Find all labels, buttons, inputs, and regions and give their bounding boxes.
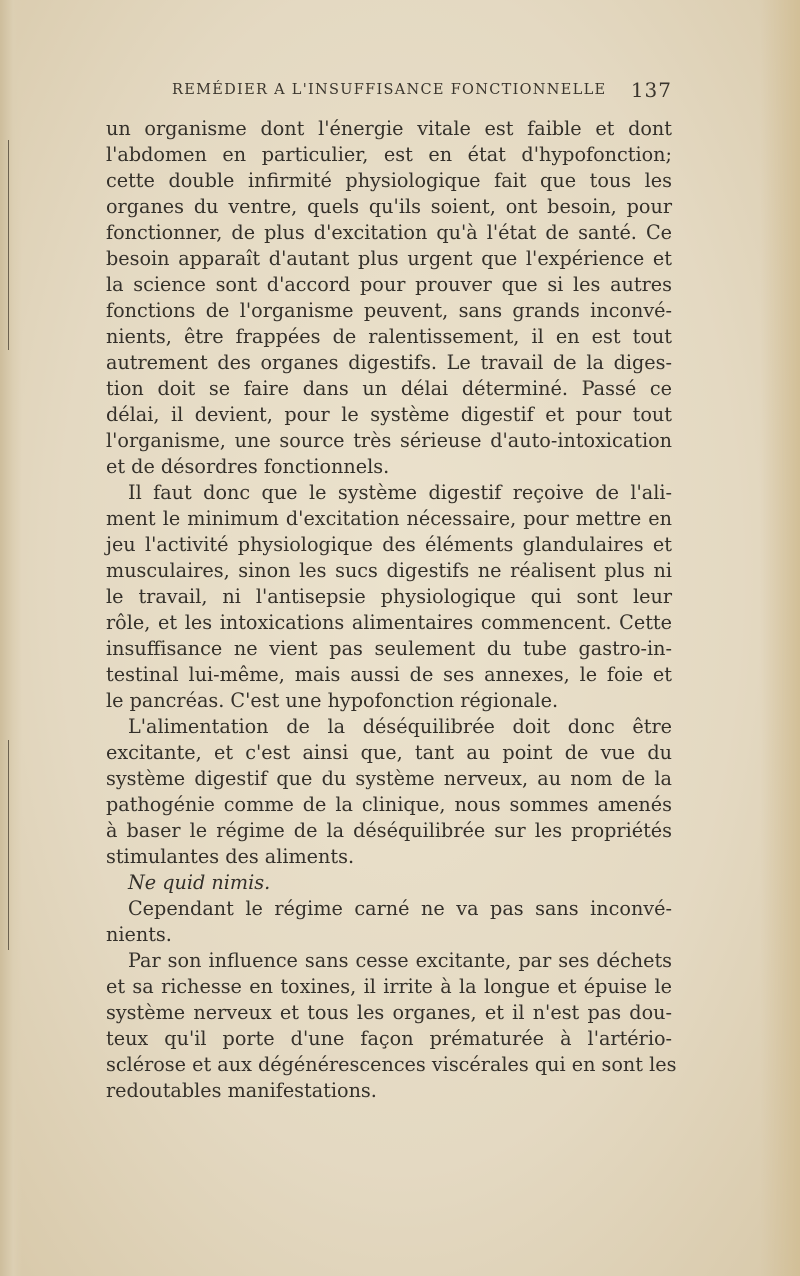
text-line: fonctionner, de plus d'excitation qu'à l'état de santé. Ce <box>106 221 672 244</box>
text-line: nients. <box>106 923 172 946</box>
text-line: rôle, et les intoxications alimentaires commencent. Cette <box>106 611 672 634</box>
text-line: à baser le régime de la déséquilibrée sur les propriétés <box>106 819 672 842</box>
text-line: ment le minimum d'excitation nécessaire, pour mettre en <box>106 507 672 530</box>
binding-edge-line <box>8 140 9 350</box>
text-line: fonctions de l'organisme peuvent, sans grands inconvé- <box>106 299 672 322</box>
binding-edge-line <box>8 740 9 950</box>
text-line: excitante, et c'est ainsi que, tant au point de vue du <box>106 741 672 764</box>
text-line: pathogénie comme de la clinique, nous sommes amenés <box>106 793 672 816</box>
text-line: l'organisme, une source très sérieuse d'auto-intoxication <box>106 429 672 452</box>
text-line: délai, il devient, pour le système digestif et pour tout <box>106 403 672 426</box>
text-line: Ne quid nimis. <box>128 871 271 894</box>
text-line: besoin apparaît d'autant plus urgent que l'expérience et <box>106 247 672 270</box>
text-line: insuffisance ne vient pas seulement du tube gastro-in- <box>106 637 672 660</box>
text-line: L'alimentation de la déséquilibrée doit donc être <box>128 715 672 738</box>
running-title: REMÉDIER A L'INSUFFISANCE FONCTIONNELLE <box>172 82 607 98</box>
text-line: Par son influence sans cesse excitante, par ses déchets <box>128 949 672 972</box>
text-line: système nerveux et tous les organes, et il n'est pas dou- <box>106 1001 672 1024</box>
text-line: Il faut donc que le système digestif reçoive de l'ali- <box>128 481 672 504</box>
text-line: redoutables manifestations. <box>106 1079 377 1102</box>
page-gutter-shadow <box>0 0 22 1276</box>
text-line: le pancréas. C'est une hypofonction régionale. <box>106 689 559 712</box>
text-line: stimulantes des aliments. <box>106 845 355 868</box>
text-line: le travail, ni l'antisepsie physiologique qui sont leur <box>106 585 672 608</box>
text-line: sclérose et aux dégénérescences viscérales qui en sont les <box>106 1053 677 1076</box>
text-line: un organisme dont l'énergie vitale est faible et dont <box>106 117 672 140</box>
text-line: et sa richesse en toxines, il irrite à la longue et épuise le <box>106 975 672 998</box>
text-line: testinal lui-même, mais aussi de ses annexes, le foie et <box>106 663 672 686</box>
text-line: l'abdomen en particulier, est en état d'hypofonction; <box>106 143 672 166</box>
text-line: cette double infirmité physiologique fait que tous les <box>106 169 672 192</box>
text-line: système digestif que du système nerveux, au nom de la <box>106 767 672 790</box>
text-line: Cependant le régime carné ne va pas sans inconvé- <box>128 897 672 920</box>
text-line: musculaires, sinon les sucs digestifs ne réalisent plus ni <box>106 559 672 582</box>
page-number: 137 <box>630 78 672 102</box>
text-line: teux qu'il porte d'une façon prématurée à l'artério- <box>106 1027 672 1050</box>
text-line: autrement des organes digestifs. Le travail de la diges- <box>106 351 672 374</box>
text-line: tion doit se faire dans un délai déterminé. Passé ce <box>106 377 672 400</box>
text-line: la science sont d'accord pour prouver que si les autres <box>106 273 672 296</box>
body-text <box>106 116 677 1104</box>
text-line: organes du ventre, quels qu'ils soient, ont besoin, pour <box>106 195 672 218</box>
text-line: jeu l'activité physiologique des éléments glandulaires et <box>106 533 672 556</box>
running-header <box>172 78 680 108</box>
text-line: et de désordres fonctionnels. <box>106 455 390 478</box>
page-edge-shading <box>760 0 800 1276</box>
text-line: nients, être frappées de ralentissement, il en est tout <box>106 325 672 348</box>
